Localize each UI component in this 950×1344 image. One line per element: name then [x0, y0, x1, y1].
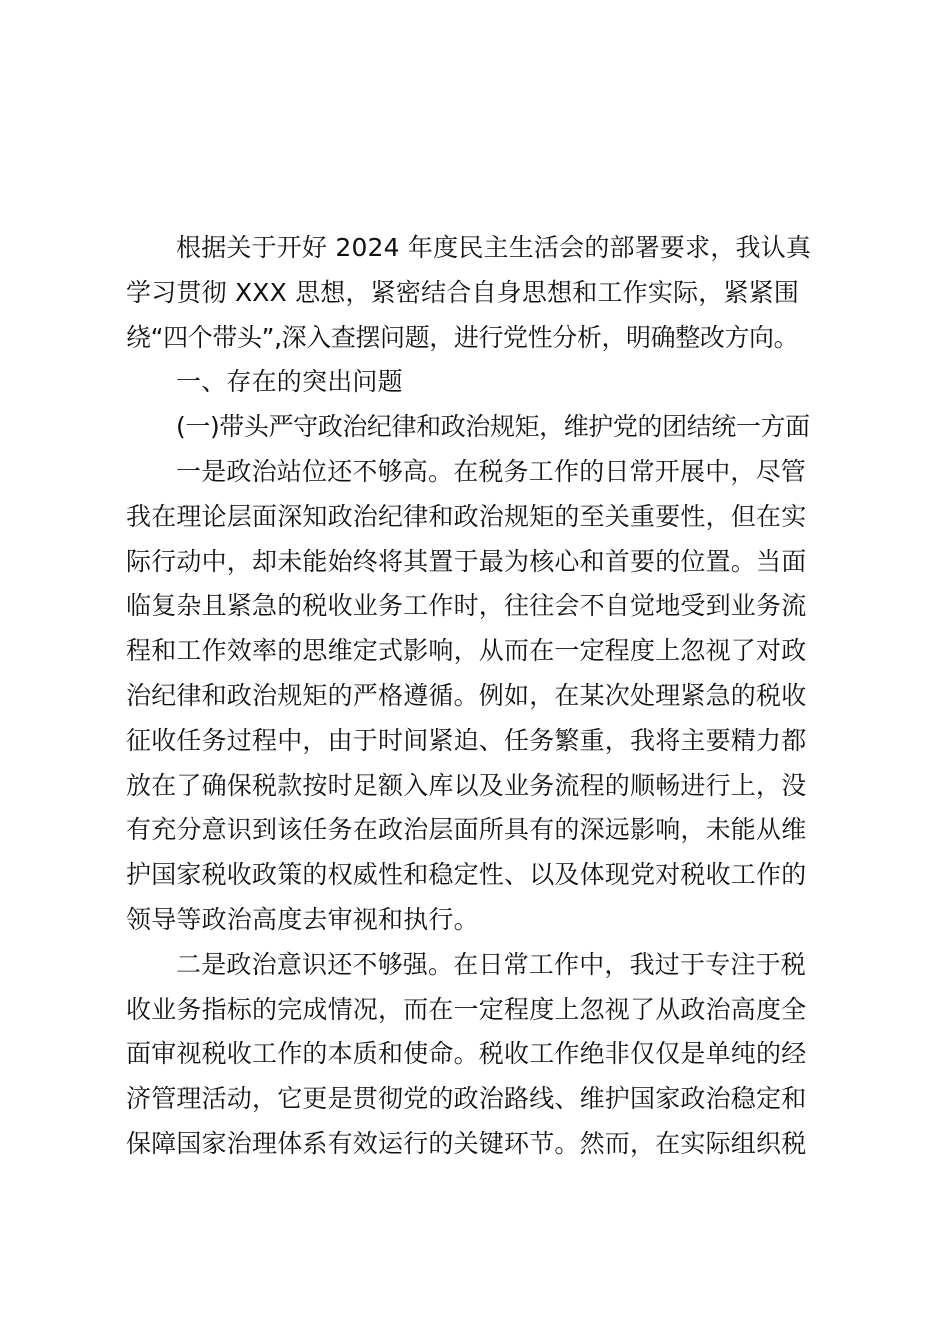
- paragraph-first-point-line-10: 护国家税收政策的权威性和稳定性、以及体现党对税收工作的: [126, 860, 807, 890]
- subsection-heading: (一)带头严守政治纪律和政治规矩，维护党的团结统一方面: [176, 412, 810, 442]
- paragraph-first-point-line-1: 一是政治站位还不够高。在税务工作的日常开展中，尽管: [176, 456, 807, 486]
- paragraph-intro-line-3: 绕“四个带头”,深入查摆问题，进行党性分析，明确整改方向。: [126, 322, 799, 352]
- paragraph-first-point-line-4: 临复杂且紧急的税收业务工作时，往往会不自觉地受到业务流: [126, 591, 807, 621]
- paragraph-first-point-line-3: 际行动中，却未能始终将其置于最为核心和首要的位置。当面: [126, 546, 807, 576]
- paragraph-intro-line-1: 根据关于开好 2024 年度民主生活会的部署要求，我认真: [176, 233, 812, 262]
- paragraph-first-point-line-5: 程和工作效率的思维定式影响，从而在一定程度上忽视了对政: [126, 636, 807, 666]
- paragraph-intro-line-2: 学习贯彻 XXX 思想，紧密结合自身思想和工作实际，紧紧围: [126, 277, 800, 307]
- paragraph-first-point-line-6: 治纪律和政治规矩的严格遵循。例如，在某次处理紧急的税收: [126, 680, 807, 710]
- paragraph-first-point-line-2: 我在理论层面深知政治纪律和政治规矩的至关重要性，但在实: [126, 501, 807, 531]
- paragraph-first-point-line-7: 征收任务过程中，由于时间紧迫、任务繁重，我将主要精力都: [126, 725, 807, 755]
- section-heading: 一、存在的突出问题: [176, 367, 403, 397]
- paragraph-first-point-line-9: 有充分意识到该任务在政治层面所具有的深远影响，未能从维: [126, 815, 807, 845]
- paragraph-second-point-line-1: 二是政治意识还不够强。在日常工作中，我过于专注于税: [176, 949, 807, 979]
- paragraph-second-point-line-4: 济管理活动，它更是贯彻党的政治路线、维护国家政治稳定和: [126, 1084, 807, 1114]
- paragraph-first-point-line-11: 领导等政治高度去审视和执行。: [126, 904, 479, 934]
- paragraph-second-point-line-2: 收业务指标的完成情况，而在一定程度上忽视了从政治高度全: [126, 994, 807, 1024]
- paragraph-second-point-line-3: 面审视税收工作的本质和使命。税收工作绝非仅仅是单纯的经: [126, 1039, 807, 1069]
- document-body: [126, 226, 816, 1167]
- paragraph-first-point-line-8: 放在了确保税款按时足额入库以及业务流程的顺畅进行上，没: [126, 770, 807, 800]
- paragraph-second-point-line-5: 保障国家治理体系有效运行的关键环节。然而，在实际组织税: [126, 1128, 807, 1158]
